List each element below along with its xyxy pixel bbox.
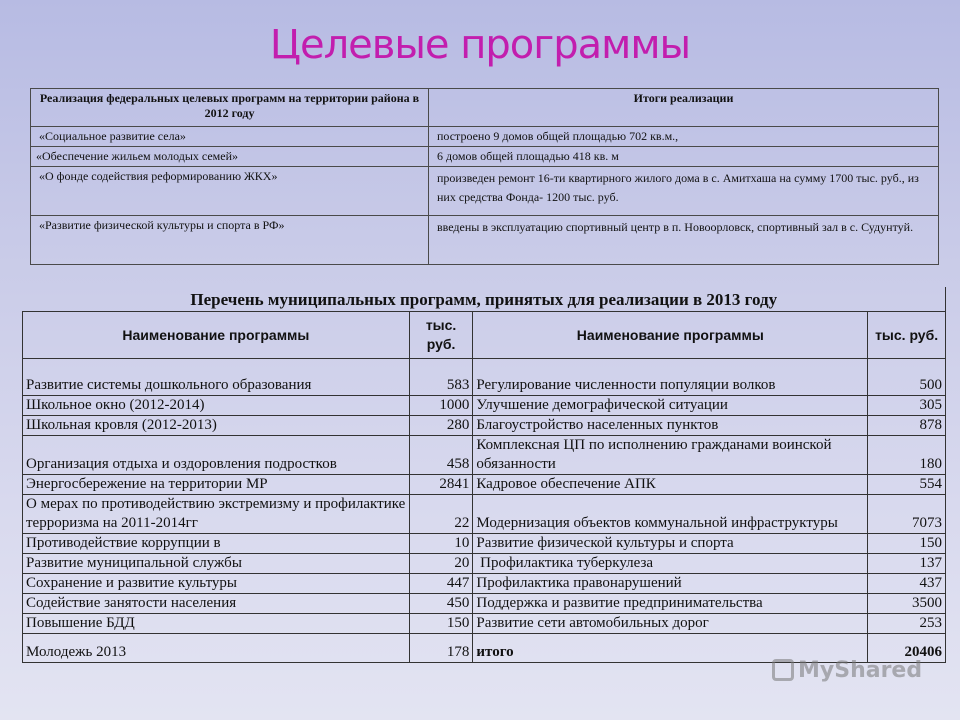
municipal-programs-table — [22, 287, 946, 663]
program-name: Развитие муниципальной службы — [23, 554, 410, 574]
table-row — [23, 534, 946, 554]
program-name: О мерах по противодействию экстремизму и профилактике терроризма на 2011-2014гг — [23, 495, 410, 534]
result-cell: введены в эксплуатацию спортивный центр в п. Новоорловск, спортивный зал в с. Судунтуй. — [429, 216, 939, 265]
table-row — [31, 127, 939, 147]
program-amount: 583 — [409, 359, 473, 396]
program-amount: 554 — [868, 475, 946, 495]
program-amount: 7073 — [868, 495, 946, 534]
program-name: Благоустройство населенных пунктов — [473, 416, 868, 436]
slide-title: Целевые программы — [269, 22, 691, 68]
program-name: Профилактика туберкулеза — [473, 554, 868, 574]
header-unit-1: тыс. руб. — [409, 312, 473, 359]
table-row — [23, 416, 946, 436]
table-header-row — [31, 89, 939, 127]
program-amount: 458 — [409, 436, 473, 475]
header-program: Реализация федеральных целевых программ на территории района в 2012 году — [31, 89, 429, 127]
result-cell: произведен ремонт 16-ти квартирного жилого дома в с. Амитхаша на сумму 1700 тыс. руб., из них средства Фонда- 1200 тыс. руб. — [429, 167, 939, 216]
program-amount: 878 — [868, 416, 946, 436]
program-name: Энергосбережение на территории МР — [23, 475, 410, 495]
program-cell: «Развитие физической культуры и спорта в РФ» — [31, 216, 429, 265]
table-row — [23, 554, 946, 574]
program-amount: 437 — [868, 574, 946, 594]
program-name: Улучшение демографической ситуации — [473, 396, 868, 416]
program-cell: «Обеспечение жильем молодых семей» — [31, 147, 429, 167]
program-amount: 150 — [868, 534, 946, 554]
table-row — [23, 396, 946, 416]
program-cell: «О фонде содействия реформированию ЖКХ» — [31, 167, 429, 216]
header-name-1: Наименование программы — [23, 312, 410, 359]
federal-programs-table — [30, 88, 939, 265]
program-name: Развитие сети автомобильных дорог — [473, 614, 868, 634]
program-amount: 305 — [868, 396, 946, 416]
total-label: итого — [473, 634, 868, 663]
program-amount: 150 — [409, 614, 473, 634]
program-name: Содействие занятости населения — [23, 594, 410, 614]
program-amount: 2841 — [409, 475, 473, 495]
watermark-text: MyShared — [798, 658, 923, 683]
program-amount: 20 — [409, 554, 473, 574]
table-row — [23, 359, 946, 396]
program-amount: 22 — [409, 495, 473, 534]
program-amount: 500 — [868, 359, 946, 396]
table-row — [23, 436, 946, 475]
watermark-logo — [772, 658, 922, 683]
table-row — [23, 495, 946, 534]
program-amount: 178 — [409, 634, 473, 663]
program-name: Молодежь 2013 — [23, 634, 410, 663]
table-row — [31, 167, 939, 216]
program-name: Школьная кровля (2012-2013) — [23, 416, 410, 436]
program-amount: 3500 — [868, 594, 946, 614]
table-row — [23, 475, 946, 495]
program-name: Профилактика правонарушений — [473, 574, 868, 594]
program-cell: «Социальное развитие села» — [31, 127, 429, 147]
program-amount: 447 — [409, 574, 473, 594]
program-name: Регулирование численности популяции волков — [473, 359, 868, 396]
header-unit-2: тыс. руб. — [868, 312, 946, 359]
program-amount: 280 — [409, 416, 473, 436]
program-name: Сохранение и развитие культуры — [23, 574, 410, 594]
table-row — [23, 574, 946, 594]
program-name: Комплексная ЦП по исполнению гражданами воинской обязанности — [473, 436, 868, 475]
program-name: Школьное окно (2012-2014) — [23, 396, 410, 416]
result-cell: построено 9 домов общей площадью 702 кв.м., — [429, 127, 939, 147]
program-name: Модернизация объектов коммунальной инфраструктуры — [473, 495, 868, 534]
program-amount: 10 — [409, 534, 473, 554]
program-name: Организация отдыха и оздоровления подростков — [23, 436, 410, 475]
total-amount: 20406 — [868, 634, 946, 663]
program-name: Противодействие коррупции в — [23, 534, 410, 554]
program-name: Поддержка и развитие предпринимательства — [473, 594, 868, 614]
presentation-icon — [772, 659, 794, 681]
program-amount: 137 — [868, 554, 946, 574]
table-header-row — [23, 312, 946, 359]
program-amount: 1000 — [409, 396, 473, 416]
program-name: Развитие системы дошкольного образования — [23, 359, 410, 396]
table-row — [31, 147, 939, 167]
program-amount: 450 — [409, 594, 473, 614]
header-name-2: Наименование программы — [473, 312, 868, 359]
table-row — [23, 594, 946, 614]
table-caption: Перечень муниципальных программ, принятых для реализации в 2013 году — [23, 287, 946, 312]
result-cell: 6 домов общей площадью 418 кв. м — [429, 147, 939, 167]
program-name: Кадровое обеспечение АПК — [473, 475, 868, 495]
program-name: Повышение БДД — [23, 614, 410, 634]
header-result: Итоги реализации — [429, 89, 939, 127]
program-amount: 253 — [868, 614, 946, 634]
table-row — [31, 216, 939, 265]
program-amount: 180 — [868, 436, 946, 475]
table-row — [23, 614, 946, 634]
program-name: Развитие физической культуры и спорта — [473, 534, 868, 554]
